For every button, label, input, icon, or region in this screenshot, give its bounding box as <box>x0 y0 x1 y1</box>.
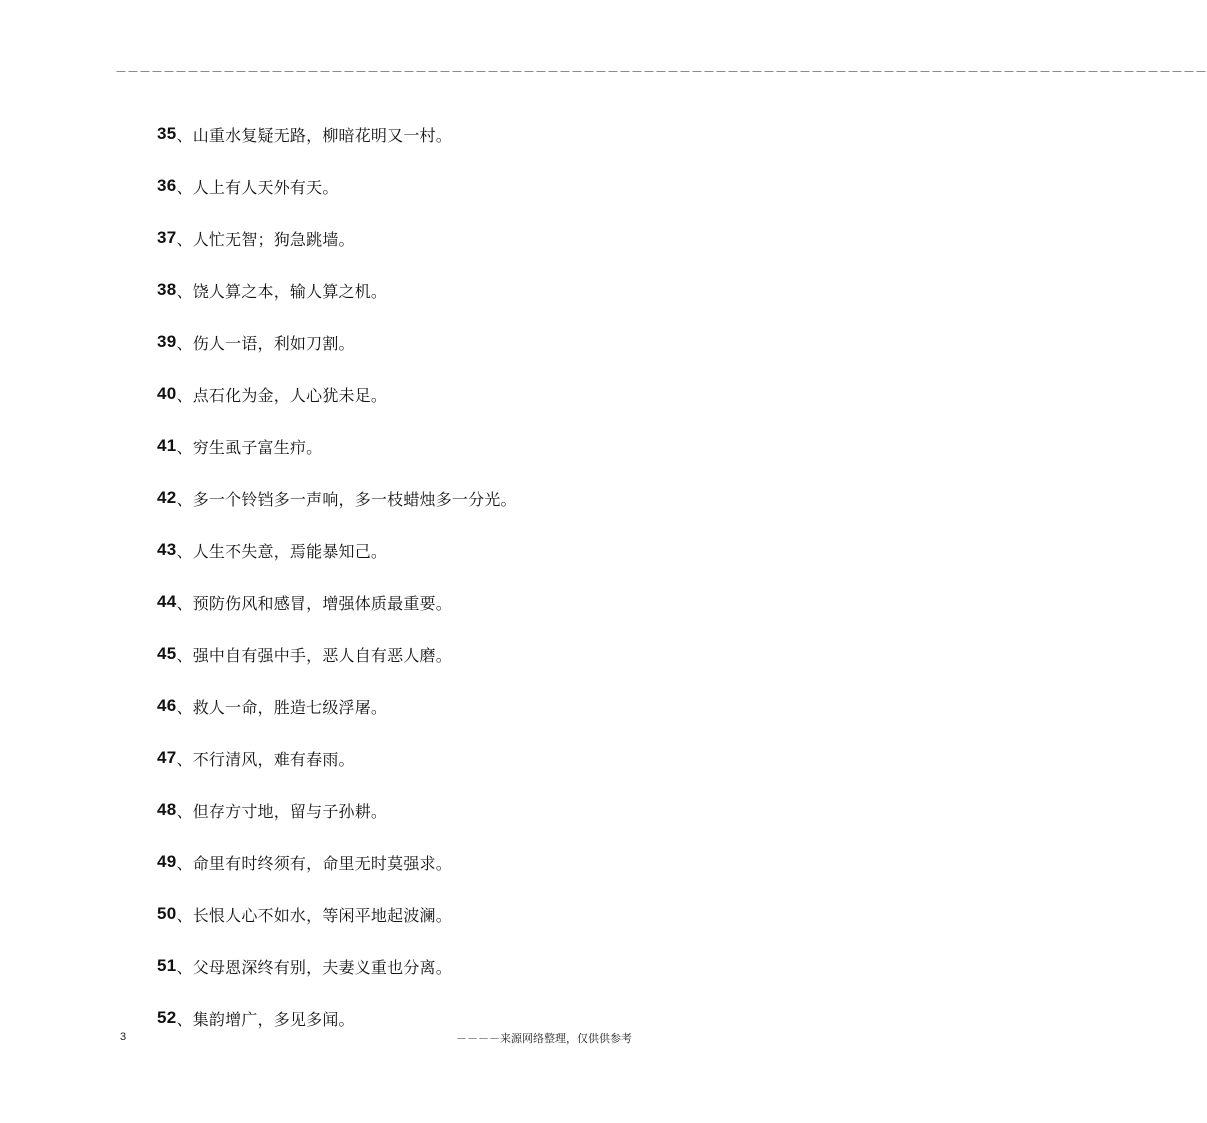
item-separator: 、 <box>176 957 193 977</box>
list-item <box>157 316 717 368</box>
item-number: 52 <box>157 1008 177 1027</box>
item-text: 长恨人心不如水，等闲平地起波澜。 <box>192 905 452 925</box>
item-separator: 、 <box>176 333 193 353</box>
item-text: 强中自有强中手，恶人自有恶人磨。 <box>192 645 452 665</box>
item-number: 46 <box>157 696 177 715</box>
item-text: 人上有人天外有天。 <box>192 177 339 197</box>
item-number: 51 <box>157 956 177 975</box>
item-separator: 、 <box>176 593 193 613</box>
list-item <box>157 472 717 524</box>
item-number: 35 <box>157 124 177 143</box>
item-number: 44 <box>157 592 177 611</box>
list-item <box>157 212 717 264</box>
list-item <box>157 836 717 888</box>
list-item <box>157 576 717 628</box>
item-number: 50 <box>157 904 177 923</box>
list-item <box>157 732 717 784</box>
item-text: 集韵增广，多见多闻。 <box>192 1009 355 1029</box>
item-separator: 、 <box>176 281 193 301</box>
item-text: 人忙无智；狗急跳墙。 <box>192 229 355 249</box>
list-item <box>157 680 717 732</box>
item-text: 救人一命，胜造七级浮屠。 <box>192 697 388 717</box>
item-text: 但存方寸地，留与子孙耕。 <box>192 801 388 821</box>
item-text: 点石化为金，人心犹未足。 <box>192 385 388 405</box>
item-separator: 、 <box>176 645 193 665</box>
proverb-list <box>157 108 717 1044</box>
item-separator: 、 <box>176 125 193 145</box>
item-separator: 、 <box>176 489 193 509</box>
item-number: 48 <box>157 800 177 819</box>
item-separator: 、 <box>176 1009 193 1029</box>
item-separator: 、 <box>176 853 193 873</box>
item-number: 41 <box>157 436 177 455</box>
item-text: 父母恩深终有别，夫妻义重也分离。 <box>192 957 452 977</box>
list-item <box>157 160 717 212</box>
item-separator: 、 <box>176 177 193 197</box>
list-item <box>157 524 717 576</box>
item-number: 36 <box>157 176 177 195</box>
item-separator: 、 <box>176 229 193 249</box>
item-text: 山重水复疑无路，柳暗花明又一村。 <box>192 125 452 145</box>
item-separator: 、 <box>176 697 193 717</box>
item-number: 49 <box>157 852 177 871</box>
item-number: 47 <box>157 748 177 767</box>
item-text: 伤人一语，利如刀割。 <box>192 333 355 353</box>
list-item <box>157 420 717 472</box>
item-separator: 、 <box>176 801 193 821</box>
item-text: 穷生虱子富生疖。 <box>192 437 323 457</box>
list-item <box>157 992 717 1044</box>
item-separator: 、 <box>176 905 193 925</box>
item-text: 多一个铃铛多一声响，多一枝蜡烛多一分光。 <box>192 489 517 509</box>
list-item <box>157 628 717 680</box>
item-number: 42 <box>157 488 177 507</box>
item-separator: 、 <box>176 541 193 561</box>
item-text: 预防伤风和感冒，增强体质最重要。 <box>192 593 452 613</box>
list-item <box>157 940 717 992</box>
list-item <box>157 784 717 836</box>
footer-source-note: －－－－来源网络整理，仅供供参考 <box>456 1032 632 1045</box>
header-dashed-rule: －－－－－－－－－－－－－－－－－－－－－－－－－－－－－－－－－－－－－－－－－－－－－－－－－－－－－－－－－－－－－－－－－－－－－－－－－－－－－－－－－－－－－－－－－－－ <box>115 65 1207 79</box>
item-number: 40 <box>157 384 177 403</box>
item-separator: 、 <box>176 749 193 769</box>
item-separator: 、 <box>176 385 193 405</box>
item-separator: 、 <box>176 437 193 457</box>
item-text: 饶人算之本，输人算之机。 <box>192 281 388 301</box>
item-text: 人生不失意，焉能暴知己。 <box>192 541 388 561</box>
item-number: 43 <box>157 540 177 559</box>
list-item <box>157 888 717 940</box>
list-item <box>157 108 717 160</box>
item-number: 38 <box>157 280 177 299</box>
item-text: 不行清风，难有春雨。 <box>192 749 355 769</box>
item-text: 命里有时终须有，命里无时莫强求。 <box>192 853 452 873</box>
item-number: 45 <box>157 644 177 663</box>
footer-page-number: 3 <box>120 1031 127 1043</box>
item-number: 39 <box>157 332 177 351</box>
list-item <box>157 368 717 420</box>
item-number: 37 <box>157 228 177 247</box>
list-item <box>157 264 717 316</box>
